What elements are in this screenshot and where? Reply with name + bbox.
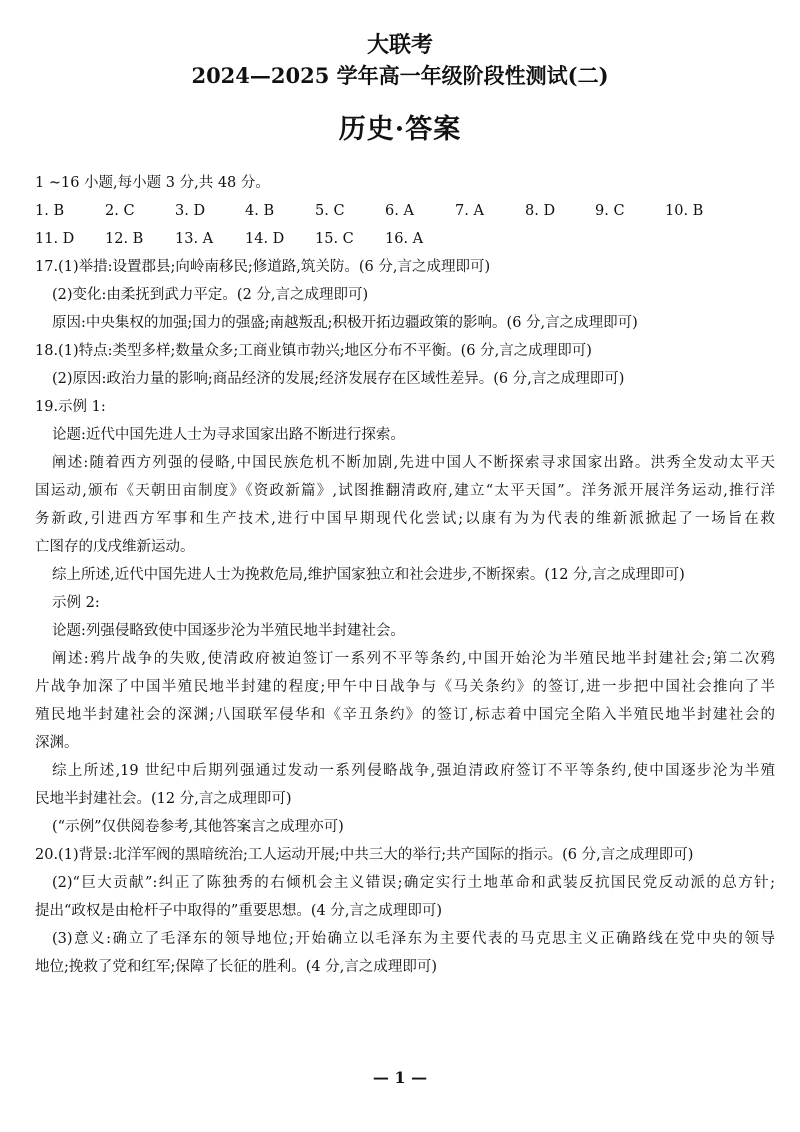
page-number: — 1 — (372, 1068, 428, 1087)
q19-ex1-elaboration-line: 国运动,颁布《天朝田亩制度》《资政新篇》,试图推翻清政府,建立“太平天国”。洋务派开展洋务运动,推行洋 (35, 483, 775, 499)
mcq-answer: 7. A (455, 203, 484, 219)
mcq-answer: 1. B (35, 203, 65, 219)
mcq-intro: 1 ~16 小题,每小题 3 分,共 48 分。 (35, 175, 270, 191)
q20-part3-line: 地位;挽救了党和红军;保障了长征的胜利。(4 分,言之成理即可) (35, 959, 438, 975)
q19-ex2-summary-line: 综上所述,19 世纪中后期列强通过发动一系列侵略战争,强迫清政府签订不平等条约,使中国逐步沦为半殖 (52, 763, 775, 779)
mcq-answer: 6. A (385, 203, 414, 219)
mcq-answer: 12. B (105, 231, 144, 247)
q19-ex2-elaboration-line: 殖民地半封建社会的深渊;八国联军侵华和《辛丑条约》的签订,标志着中国完全陷入半殖民地半封建社会的 (35, 707, 775, 723)
mcq-answer: 2. C (105, 203, 135, 219)
q17-part1: 17.(1)举措:设置郡县;向岭南移民;修道路,筑关防。(6 分,言之成理即可) (35, 259, 491, 275)
mcq-answer: 11. D (35, 231, 75, 247)
q19-ex1-elaboration-line: 亡图存的戊戌维新运动。 (35, 539, 195, 555)
q17-reasons: 原因:中央集权的加强;国力的强盛;南越叛乱;积极开拓边疆政策的影响。(6 分,言之成理即可) (52, 315, 638, 331)
q19-example2-heading: 示例 2: (52, 595, 100, 611)
mcq-answer: 8. D (525, 203, 556, 219)
mcq-answer: 15. C (315, 231, 354, 247)
mcq-answer: 3. D (175, 203, 206, 219)
exam-title: 2024—2025 学年高一年级阶段性测试(二) (191, 63, 609, 88)
mcq-answer: 14. D (245, 231, 285, 247)
mcq-answer: 4. B (245, 203, 275, 219)
q20-part3-line: (3)意义:确立了毛泽东的领导地位;开始确立以毛泽东为主要代表的马克思主义正确路线在党中央的领导 (52, 931, 775, 947)
q19-ex2-elaboration-line: 片战争加深了中国半殖民地半封建的程度;甲午中日战争与《马关条约》的签订,进一步把中国社会推向了半 (35, 679, 775, 695)
subject-title: 历史·答案 (338, 114, 462, 145)
q20-part1: 20.(1)背景:北洋军阀的黑暗统治;工人运动开展;中共三大的举行;共产国际的指示。(6 分,言之成理即可) (35, 847, 694, 863)
mcq-answer: 13. A (175, 231, 214, 247)
q19-ex1-elaboration-line: 务新政,引进西方军事和生产技术,进行中国早期现代化尝试;以康有为为代表的维新派掀起了一场旨在救 (35, 511, 775, 527)
q20-part2-line: 提出“政权是由枪杆子中取得的”重要思想。(4 分,言之成理即可) (35, 903, 443, 919)
mcq-answer-row-1 (35, 197, 775, 225)
mcq-answer: 5. C (315, 203, 345, 219)
q19-ex2-summary-line: 民地半封建社会。(12 分,言之成理即可) (35, 791, 292, 807)
q19-ex1-thesis: 论题:近代中国先进人士为寻求国家出路不断进行探索。 (52, 427, 405, 443)
q19-ex1-elaboration-line: 阐述:随着西方列强的侵略,中国民族危机不断加剧,先进中国人不断探索寻求国家出路。洪秀全发动太平天 (52, 455, 775, 471)
q19-ex1-summary: 综上所述,近代中国先进人士为挽救危局,维护国家独立和社会进步,不断探索。(12 分,言之成理即可) (52, 567, 685, 583)
q19-ex2-elaboration-line: 深渊。 (35, 735, 79, 751)
q20-part2-line: (2)“巨大贡献”:纠正了陈独秀的右倾机会主义错误;确定实行土地革命和武装反抗国民党反动派的总方针; (52, 875, 775, 891)
mcq-answer: 10. B (665, 203, 704, 219)
mcq-answer: 16. A (385, 231, 424, 247)
q18-part1: 18.(1)特点:类型多样;数量众多;工商业镇市勃兴;地区分布不平衡。(6 分,言之成理即可) (35, 343, 592, 359)
q18-part2: (2)原因:政治力量的影响;商品经济的发展;经济发展存在区域性差异。(6 分,言之成理即可) (52, 371, 625, 387)
q19-example1-heading: 19.示例 1: (35, 399, 106, 415)
q17-part2: (2)变化:由柔抚到武力平定。(2 分,言之成理即可) (52, 287, 369, 303)
mcq-answer-row-2 (35, 225, 775, 253)
exam-organizer: 大联考 (366, 32, 433, 58)
q19-ex2-thesis: 论题:列强侵略致使中国逐步沦为半殖民地半封建社会。 (52, 623, 405, 639)
answer-body (35, 169, 775, 981)
q19-grading-note: (“示例”仅供阅卷参考,其他答案言之成理亦可) (52, 819, 344, 835)
mcq-answer: 9. C (595, 203, 625, 219)
q19-ex2-elaboration-line: 阐述:鸦片战争的失败,使清政府被迫签订一系列不平等条约,中国开始沦为半殖民地半封建社会;第二次鸦 (52, 651, 775, 667)
